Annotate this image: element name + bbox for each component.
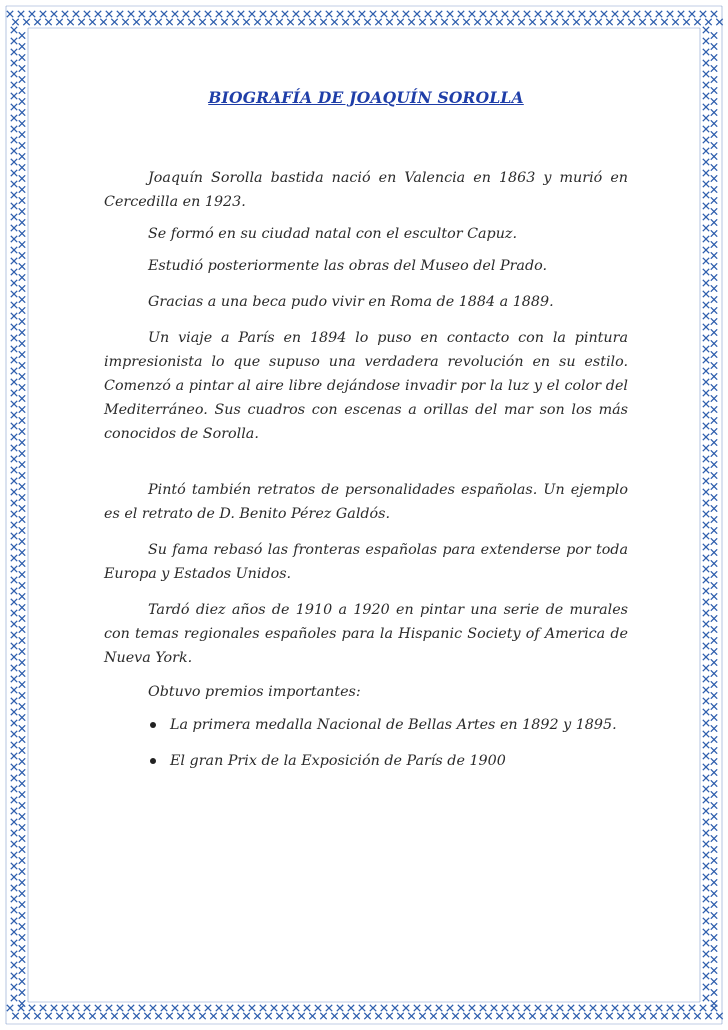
paragraph-awards: Obtuvo premios importantes:: [148, 684, 361, 700]
paragraph-fame: Su fama rebasó las fronteras españolas para extenderse por toda Europa y Estados Unidos.: [104, 542, 628, 582]
bullet-icon: [150, 758, 156, 764]
bullet-icon: [150, 722, 156, 728]
paragraph-rome: Gracias a una beca pudo vivir en Roma de 1884 a 1889.: [148, 294, 554, 310]
award-medalla: La primera medalla Nacional de Bellas Artes en 1892 y 1895.: [170, 717, 617, 733]
paragraph-paris: Un viaje a París en 1894 lo puso en contacto con la pintura impresionista lo que supuso una verdadera revolución en su estilo. Comenzó a pintar al aire libre dejándose invadir por la luz y el color del Mediterráneo. Sus cuadros con escenas a orillas del mar son los más conocidos de Sorolla.: [104, 330, 628, 442]
awards-list: [104, 713, 628, 773]
paragraph-portraits: Pintó también retratos de personalidades españolas. Un ejemplo es el retrato de D. Benito Pérez Galdós.: [104, 482, 628, 522]
award-grand-prix: El gran Prix de la Exposición de París de 1900: [170, 753, 506, 769]
list-item: [104, 713, 628, 737]
document-title: BIOGRAFÍA DE JOAQUÍN SOROLLA: [208, 88, 524, 107]
paragraph-birth: Joaquín Sorolla bastida nació en Valencia en 1863 y murió en Cercedilla en 1923.: [104, 170, 628, 210]
list-item: [104, 749, 628, 773]
paragraph-prado: Estudió posteriormente las obras del Museo del Prado.: [148, 258, 547, 274]
paragraph-training: Se formó en su ciudad natal con el escultor Capuz.: [148, 226, 517, 242]
paragraph-murals: Tardó diez años de 1910 a 1920 en pintar una serie de murales con temas regionales españoles para la Hispanic Society of America de Nueva York.: [104, 602, 628, 666]
